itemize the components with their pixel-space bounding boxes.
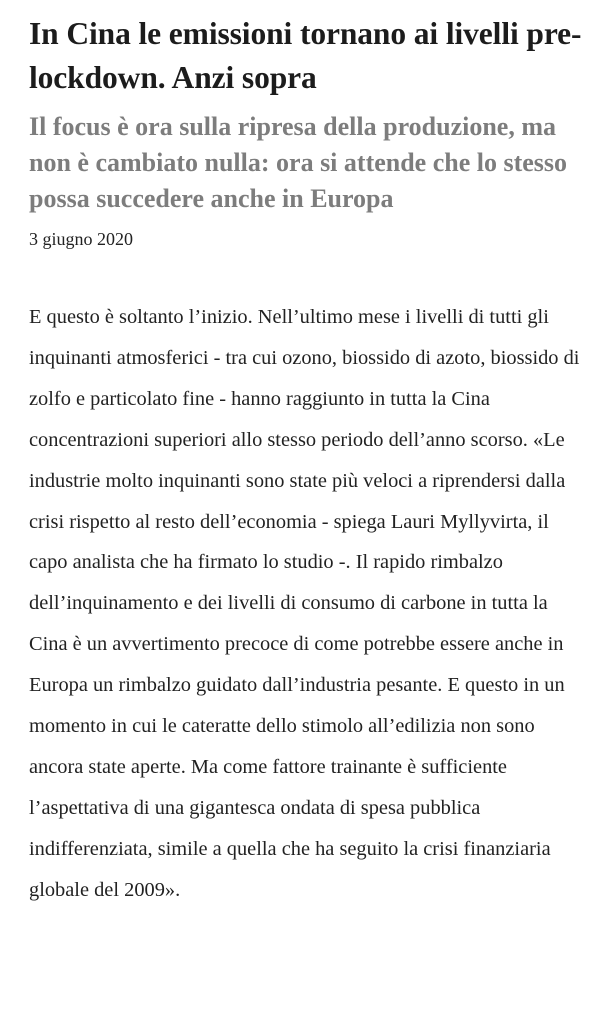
article-headline: In Cina le emissioni tornano ai livelli pre-lockdown. Anzi sopra (29, 16, 582, 95)
article (29, 0, 589, 911)
article-subtitle: Il focus è ora sulla ripresa della produzione, ma non è cambiato nulla: ora si attende che lo stesso possa succedere anche in Europa (29, 112, 568, 213)
article-date: 3 giugno 2020 (29, 229, 134, 249)
article-body: E questo è soltanto l’inizio. Nell’ultimo mese i livelli di tutti gli inquinanti atmosferici - tra cui ozono, biossido di azoto, biossido di zolfo e particolato fine - hanno raggiunto in tutta la Cina concentrazioni superiori allo stesso periodo dell’anno scorso. «Le industrie molto inquinanti sono state più veloci a riprendersi dalla crisi rispetto al resto dell’economia - spiega Lauri Myllyvirta, il capo analista che ha firmato lo studio -. Il rapido rimbalzo dell’inquinamento e dei livelli di consumo di carbone in tutta la Cina è un avvertimento precoce di come potrebbe essere anche in Europa un rimbalzo guidato dall’industria pesante. E questo in un momento in cui le cateratte dello stimolo all’edilizia non sono ancora state aperte. Ma come fattore trainante è sufficiente l’aspettativa di una gigantesca ondata di spesa pubblica indifferenziata, simile a quella che ha seguito la crisi finanziaria globale del 2009». (29, 306, 580, 901)
